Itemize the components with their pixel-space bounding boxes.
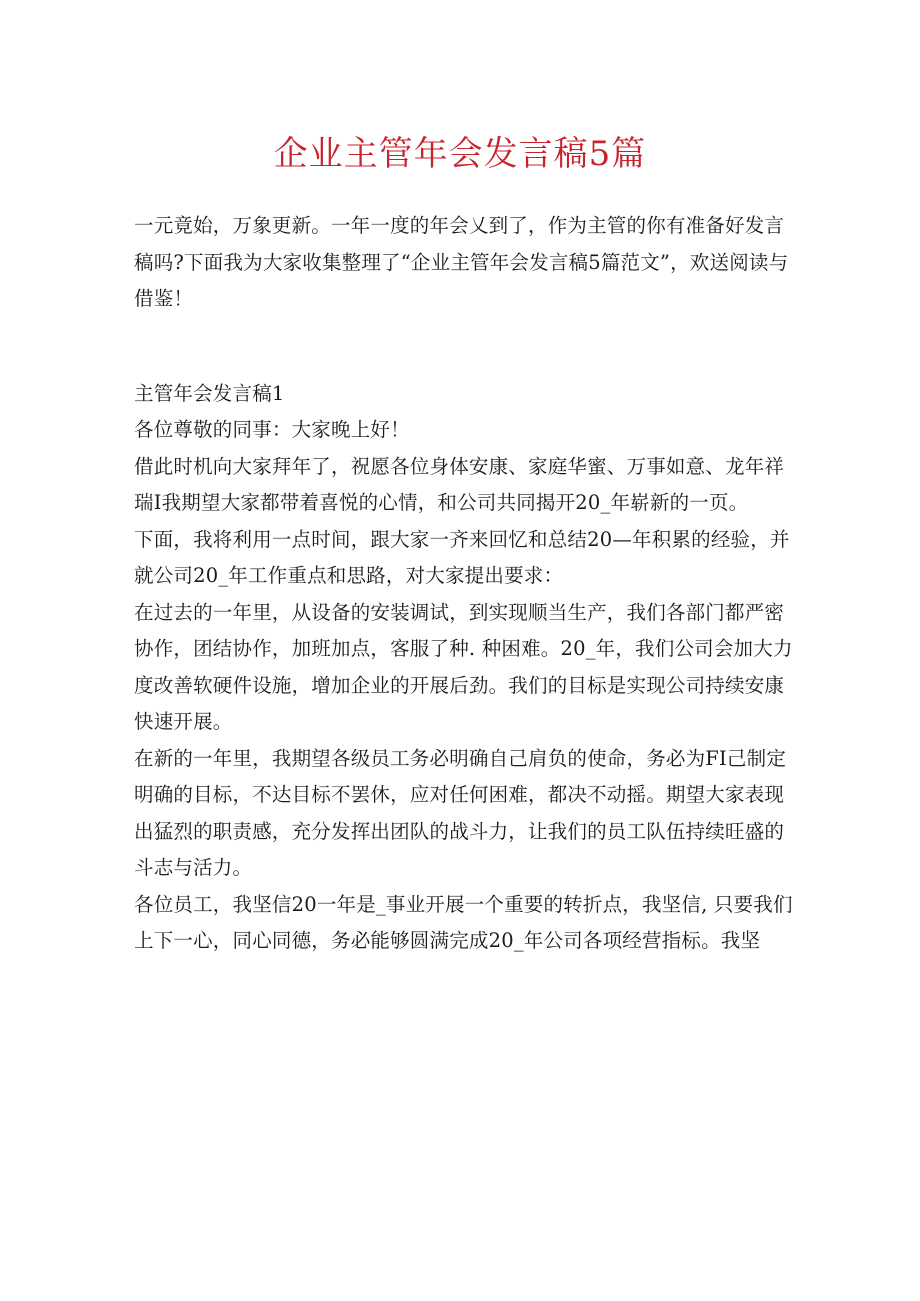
- document-body: [134, 208, 794, 960]
- paragraph: 在新的一年里，我期望各级员工务必明确自己肩负的使命，务必为FI己制定明确的目标，不达目标不罢休，应对任何困难，都决不动摇。期望大家表现出猛烈的职责感，充分发挥出团队的战斗力，让我们的员工队伍持续旺盛的斗志与活力。: [134, 746, 787, 879]
- paragraph: 各位员工，我坚信20一年是_事业开展一个重要的转折点，我坚信, 只要我们上下一心，同心同德，务必能够圆满完成20_年公司各项经营指标。我坚: [134, 892, 793, 952]
- intro-paragraph: 一元竟始，万象更新。一年一度的年会乂到了，作为主管的你有准备好发言稿吗?下面我为大家收集整理了“企业主管年会发言稿5篇范文”，欢送阅读与借鉴！: [134, 214, 789, 310]
- document-title: 企业主管年会发言稿5篇: [273, 134, 647, 174]
- paragraph: 各位尊敬的同事：大家晚上好！: [134, 418, 410, 441]
- paragraph: 借此时机向大家拜年了，祝愿各位身体安康、家庭华蜜、万事如意、龙年祥瑞I我期望大家都带着喜悦的心情，和公司共同揭开20_年崭新的一页。: [134, 454, 785, 514]
- paragraph: 下面，我将利用一点时间，跟大家一齐来回忆和总结20—年积累的经验，并就公司20_年工作重点和思路，对大家提出要求：: [134, 527, 790, 587]
- paragraph: 在过去的一年里，从设备的安装调试，到实现顺当生产，我们各部门都严密协作，团结协作，加班加点，客服了种. 种困难。20_年，我们公司会加大力度改善软硬件设施，增加企业的开展后劲。我们的目标是实现公司持续安康快速开展。: [134, 600, 793, 733]
- section-heading: 主管年会发言稿1: [134, 381, 285, 405]
